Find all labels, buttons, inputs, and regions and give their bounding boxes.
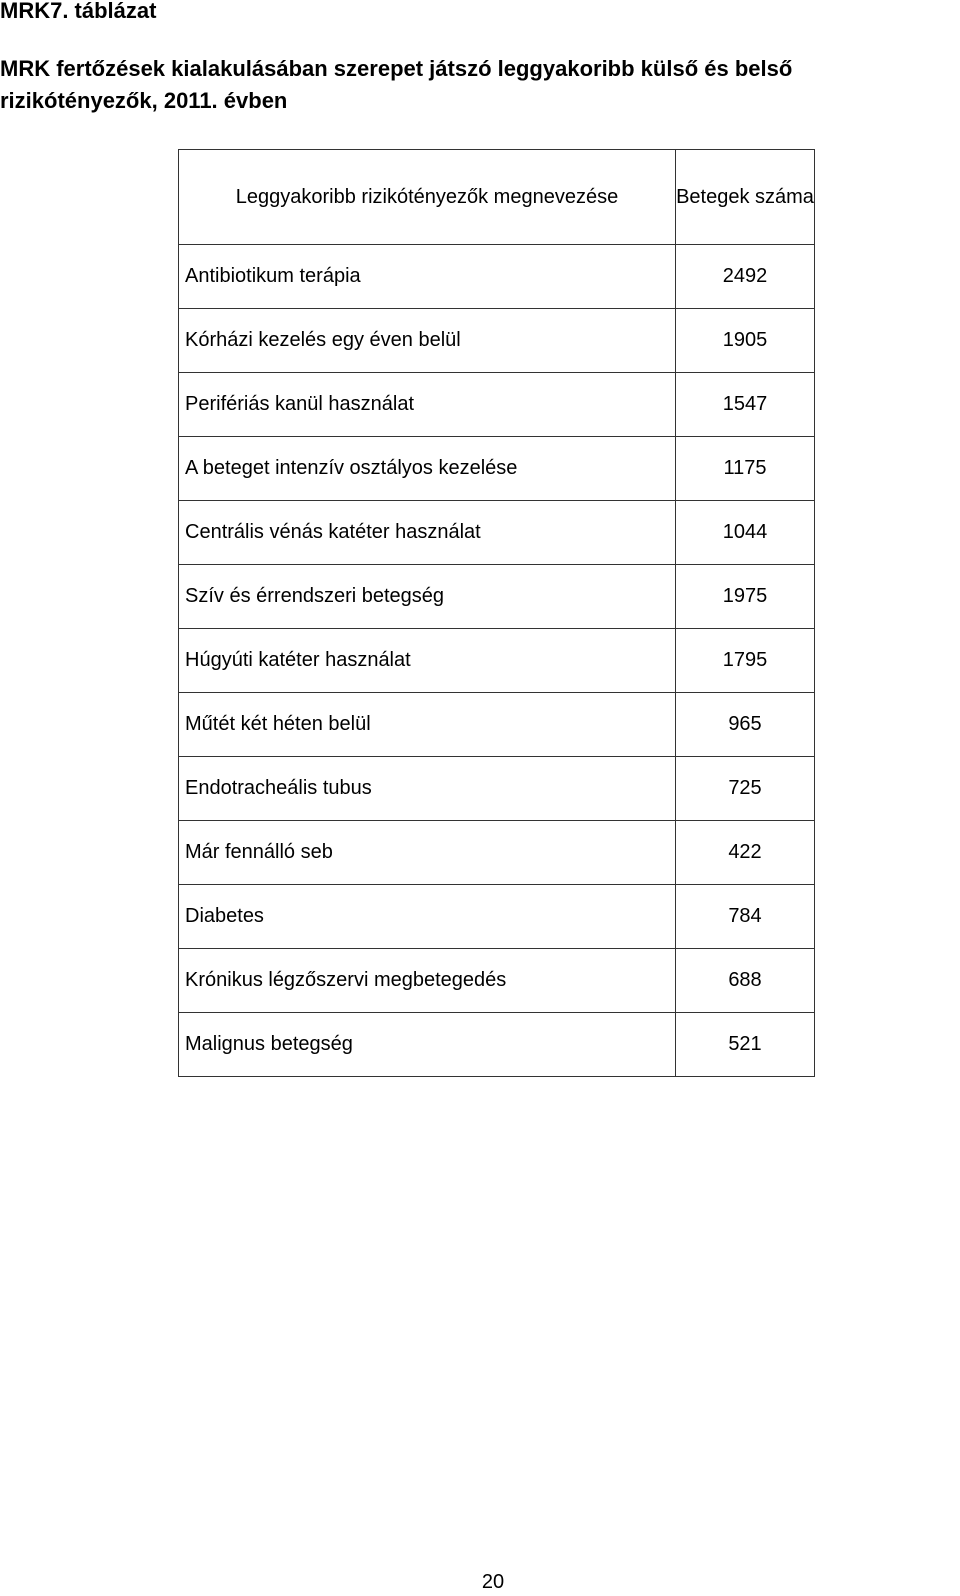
page-number: 20 xyxy=(481,1571,505,1593)
header-patient-count: Betegek száma xyxy=(676,150,815,245)
patient-count: 965 xyxy=(676,693,815,757)
table-row xyxy=(179,373,815,437)
patient-count: 1044 xyxy=(676,501,815,565)
risk-factor-name: Műtét két héten belül xyxy=(179,693,676,757)
risk-factor-name: Már fennálló seb xyxy=(179,821,676,885)
patient-count: 422 xyxy=(676,821,815,885)
patient-count: 784 xyxy=(676,885,815,949)
table-row xyxy=(179,757,815,821)
table-row xyxy=(179,501,815,565)
patient-count: 1905 xyxy=(676,309,815,373)
patient-count: 521 xyxy=(676,1013,815,1077)
patient-count: 1795 xyxy=(676,629,815,693)
risk-factor-name: Centrális vénás katéter használat xyxy=(179,501,676,565)
patient-count: 1547 xyxy=(676,373,815,437)
risk-factor-name: Kórházi kezelés egy éven belül xyxy=(179,309,676,373)
risk-factor-name: Perifériás kanül használat xyxy=(179,373,676,437)
table-row xyxy=(179,949,815,1013)
risk-factor-name: Szív és érrendszeri betegség xyxy=(179,565,676,629)
table-row xyxy=(179,821,815,885)
risk-factor-name: Húgyúti katéter használat xyxy=(179,629,676,693)
table-label: MRK7. táblázat xyxy=(0,0,157,23)
table-row xyxy=(179,565,815,629)
table-caption: MRK fertőzések kialakulásában szerepet játszó leggyakoribb külső és belső rizikótényezők, 2011. évben xyxy=(0,56,793,113)
risk-factor-name: Antibiotikum terápia xyxy=(179,245,676,309)
risk-factor-name: Endotracheális tubus xyxy=(179,757,676,821)
table-row xyxy=(179,885,815,949)
patient-count: 725 xyxy=(676,757,815,821)
table-row xyxy=(179,309,815,373)
table-row xyxy=(179,629,815,693)
table-row xyxy=(179,1013,815,1077)
risk-factor-name: Malignus betegség xyxy=(179,1013,676,1077)
patient-count: 2492 xyxy=(676,245,815,309)
patient-count: 1175 xyxy=(676,437,815,501)
risk-factor-name: Krónikus légzőszervi megbetegedés xyxy=(179,949,676,1013)
risk-factor-name: A beteget intenzív osztályos kezelése xyxy=(179,437,676,501)
table-row xyxy=(179,693,815,757)
patient-count: 688 xyxy=(676,949,815,1013)
risk-factor-table xyxy=(178,149,815,1077)
table-row xyxy=(179,245,815,309)
patient-count: 1975 xyxy=(676,565,815,629)
table-row xyxy=(179,437,815,501)
header-risk-factor-name: Leggyakoribb rizikótényezők megnevezése xyxy=(179,150,676,245)
table-header-row xyxy=(179,150,815,245)
risk-factor-name: Diabetes xyxy=(179,885,676,949)
